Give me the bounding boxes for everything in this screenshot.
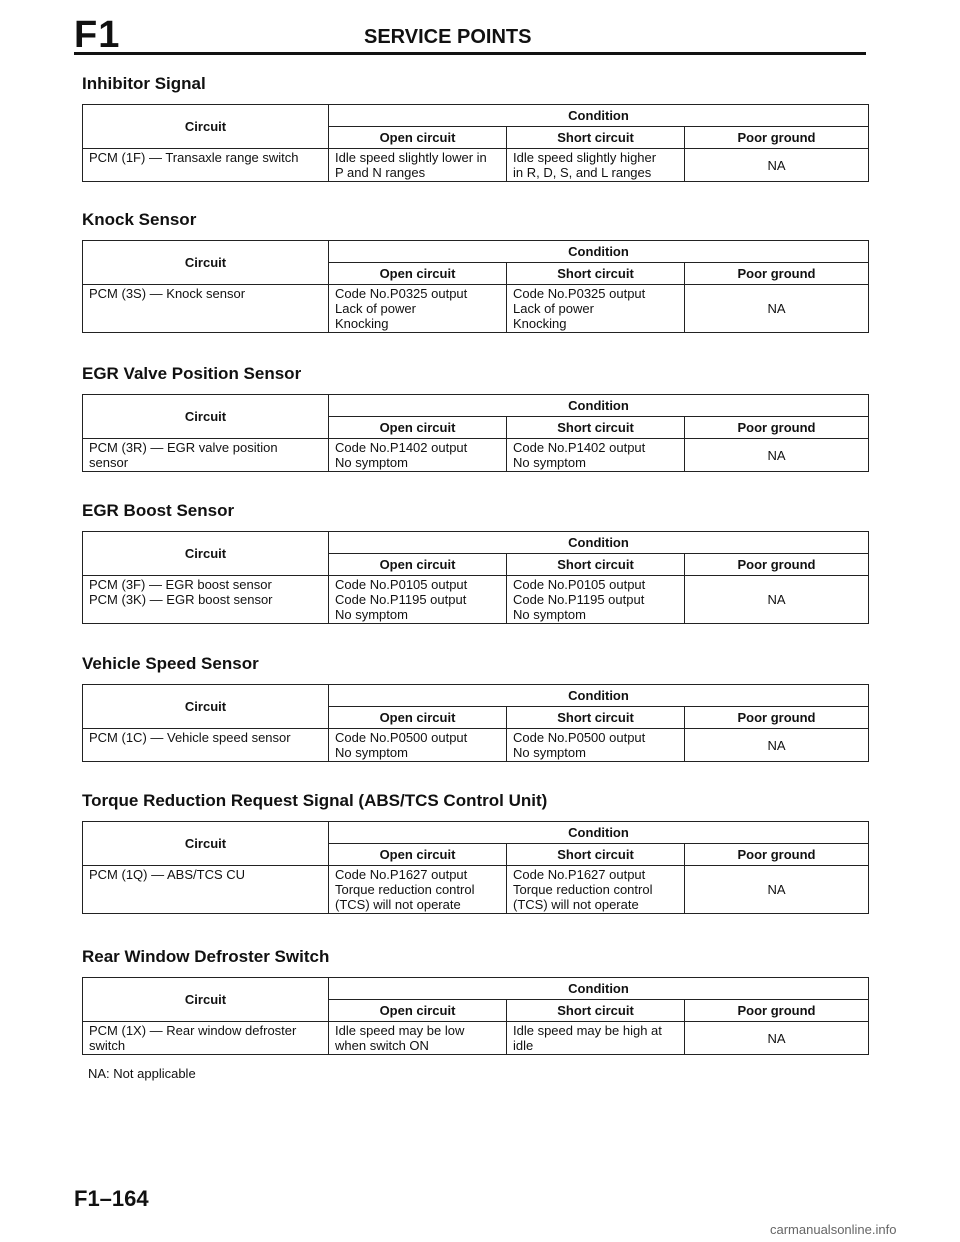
open-circuit-header: Open circuit: [329, 554, 507, 576]
short-circuit-header: Short circuit: [507, 554, 685, 576]
open-circuit-cell: [329, 285, 507, 333]
poor-ground-header: Poor ground: [685, 417, 869, 439]
short-circuit-header: Short circuit: [507, 707, 685, 729]
circuit-cell-line: sensor: [89, 455, 129, 470]
poor-ground-header: Poor ground: [685, 263, 869, 285]
table-row: [83, 576, 869, 624]
short-circuit-header: Short circuit: [507, 417, 685, 439]
open-circuit-cell-line: when switch ON: [335, 1038, 429, 1053]
open-circuit-cell-line: Code No.P1627 output: [335, 867, 468, 882]
short-circuit-cell: [507, 866, 685, 914]
open-circuit-cell: [329, 729, 507, 762]
short-circuit-cell-line: Code No.P1627 output: [513, 867, 646, 882]
short-circuit-cell: [507, 285, 685, 333]
open-circuit-cell: [329, 1022, 507, 1055]
circuit-cell-line: PCM (3K) — EGR boost sensor: [89, 592, 273, 607]
poor-ground-header: Poor ground: [685, 127, 869, 149]
open-circuit-cell-line: Knocking: [335, 316, 389, 331]
condition-table: [82, 977, 869, 1055]
short-circuit-cell-line: Idle speed slightly higher: [513, 150, 657, 165]
condition-table: [82, 394, 869, 472]
section-title: Torque Reduction Request Signal (ABS/TCS Control Unit): [82, 791, 548, 810]
open-circuit-header: Open circuit: [329, 1000, 507, 1022]
short-circuit-cell-line: in R, D, S, and L ranges: [513, 165, 652, 180]
short-circuit-header: Short circuit: [507, 127, 685, 149]
open-circuit-header: Open circuit: [329, 127, 507, 149]
section: [82, 210, 868, 333]
condition-header: Condition: [329, 822, 869, 844]
condition-header: Condition: [329, 685, 869, 707]
condition-table: [82, 684, 869, 762]
short-circuit-cell: [507, 729, 685, 762]
short-circuit-cell-line: (TCS) will not operate: [513, 897, 639, 912]
open-circuit-cell-line: Code No.P1402 output: [335, 440, 468, 455]
section: [82, 74, 868, 182]
short-circuit-cell-line: Idle speed may be high at: [513, 1023, 662, 1038]
short-circuit-cell-line: Code No.P0500 output: [513, 730, 646, 745]
poor-ground-cell: NA: [685, 149, 869, 182]
short-circuit-header: Short circuit: [507, 1000, 685, 1022]
section-title: EGR Boost Sensor: [82, 501, 235, 520]
open-circuit-cell-line: Idle speed may be low: [335, 1023, 465, 1038]
page-number: F1–164: [74, 1186, 149, 1211]
open-circuit-cell-line: Torque reduction control: [335, 882, 475, 897]
circuit-cell: [83, 149, 329, 182]
poor-ground-cell: NA: [685, 866, 869, 914]
chapter-code: F1: [74, 14, 121, 56]
section: [82, 654, 868, 762]
table-row: [83, 439, 869, 472]
condition-header: Condition: [329, 395, 869, 417]
short-circuit-cell-line: No symptom: [513, 455, 586, 470]
open-circuit-cell-line: Code No.P1195 output: [335, 592, 467, 607]
section-title: Inhibitor Signal: [82, 74, 206, 93]
table-row: [83, 729, 869, 762]
open-circuit-cell: [329, 866, 507, 914]
table-row: [83, 1022, 869, 1055]
section-title: Rear Window Defroster Switch: [82, 947, 330, 966]
circuit-cell: [83, 576, 329, 624]
short-circuit-cell-line: Code No.P1402 output: [513, 440, 646, 455]
circuit-cell: [83, 729, 329, 762]
short-circuit-cell-line: Code No.P0325 output: [513, 286, 646, 301]
open-circuit-cell-line: No symptom: [335, 745, 408, 760]
condition-header: Condition: [329, 978, 869, 1000]
circuit-cell-line: PCM (3S) — Knock sensor: [89, 286, 246, 301]
open-circuit-cell: [329, 149, 507, 182]
circuit-cell: [83, 866, 329, 914]
open-circuit-header: Open circuit: [329, 707, 507, 729]
short-circuit-cell: [507, 149, 685, 182]
short-circuit-header: Short circuit: [507, 844, 685, 866]
open-circuit-cell-line: Lack of power: [335, 301, 416, 316]
circuit-cell: [83, 285, 329, 333]
short-circuit-cell-line: idle: [513, 1038, 534, 1053]
poor-ground-header: Poor ground: [685, 1000, 869, 1022]
table-row: [83, 285, 869, 333]
circuit-cell-line: PCM (3R) — EGR valve position: [89, 440, 278, 455]
circuit-header: Circuit: [83, 105, 329, 149]
short-circuit-cell-line: No symptom: [513, 607, 586, 622]
section: [82, 364, 868, 472]
circuit-cell: [83, 1022, 329, 1055]
circuit-header: Circuit: [83, 978, 329, 1022]
section: [82, 501, 868, 624]
open-circuit-cell: [329, 576, 507, 624]
poor-ground-cell: NA: [685, 285, 869, 333]
short-circuit-cell-line: Torque reduction control: [513, 882, 653, 897]
open-circuit-cell-line: No symptom: [335, 455, 408, 470]
circuit-cell-line: PCM (1Q) — ABS/TCS CU: [89, 867, 246, 882]
section: [82, 947, 868, 1055]
condition-table: [82, 240, 869, 333]
watermark: carmanualsonline.info: [770, 1222, 897, 1237]
condition-header: Condition: [329, 532, 869, 554]
circuit-cell-line: PCM (1C) — Vehicle speed sensor: [89, 730, 291, 745]
poor-ground-header: Poor ground: [685, 554, 869, 576]
short-circuit-cell-line: Knocking: [513, 316, 567, 331]
short-circuit-header: Short circuit: [507, 263, 685, 285]
circuit-cell-line: PCM (1X) — Rear window defroster: [89, 1023, 297, 1038]
short-circuit-cell: [507, 576, 685, 624]
condition-table: [82, 531, 869, 624]
page-title: SERVICE POINTS: [364, 26, 532, 48]
table-row: [83, 866, 869, 914]
open-circuit-header: Open circuit: [329, 417, 507, 439]
circuit-header: Circuit: [83, 241, 329, 285]
short-circuit-cell-line: Lack of power: [513, 301, 594, 316]
circuit-header: Circuit: [83, 395, 329, 439]
section-title: Vehicle Speed Sensor: [82, 654, 259, 673]
condition-table: [82, 821, 869, 914]
poor-ground-cell: NA: [685, 1022, 869, 1055]
short-circuit-cell: [507, 1022, 685, 1055]
poor-ground-cell: NA: [685, 576, 869, 624]
circuit-header: Circuit: [83, 532, 329, 576]
open-circuit-cell-line: Code No.P0500 output: [335, 730, 468, 745]
poor-ground-cell: NA: [685, 439, 869, 472]
header-divider: [74, 52, 866, 55]
short-circuit-cell-line: Code No.P0105 output: [513, 577, 646, 592]
open-circuit-cell-line: No symptom: [335, 607, 408, 622]
poor-ground-header: Poor ground: [685, 844, 869, 866]
short-circuit-cell: [507, 439, 685, 472]
open-circuit-cell-line: Code No.P0105 output: [335, 577, 468, 592]
circuit-cell: [83, 439, 329, 472]
open-circuit-cell-line: (TCS) will not operate: [335, 897, 461, 912]
circuit-cell-line: PCM (1F) — Transaxle range switch: [89, 150, 299, 165]
open-circuit-cell-line: Code No.P0325 output: [335, 286, 468, 301]
section: [82, 791, 868, 914]
open-circuit-cell: [329, 439, 507, 472]
open-circuit-header: Open circuit: [329, 844, 507, 866]
short-circuit-cell-line: No symptom: [513, 745, 586, 760]
condition-header: Condition: [329, 105, 869, 127]
circuit-header: Circuit: [83, 822, 329, 866]
circuit-cell-line: PCM (3F) — EGR boost sensor: [89, 577, 272, 592]
section-title: Knock Sensor: [82, 210, 197, 229]
open-circuit-cell-line: P and N ranges: [335, 165, 426, 180]
table-row: [83, 149, 869, 182]
open-circuit-header: Open circuit: [329, 263, 507, 285]
condition-table: [82, 104, 869, 182]
short-circuit-cell-line: Code No.P1195 output: [513, 592, 645, 607]
circuit-header: Circuit: [83, 685, 329, 729]
poor-ground-header: Poor ground: [685, 707, 869, 729]
poor-ground-cell: NA: [685, 729, 869, 762]
condition-header: Condition: [329, 241, 869, 263]
footnote: NA: Not applicable: [88, 1066, 196, 1081]
circuit-cell-line: switch: [89, 1038, 126, 1053]
section-title: EGR Valve Position Sensor: [82, 364, 302, 383]
open-circuit-cell-line: Idle speed slightly lower in: [335, 150, 487, 165]
